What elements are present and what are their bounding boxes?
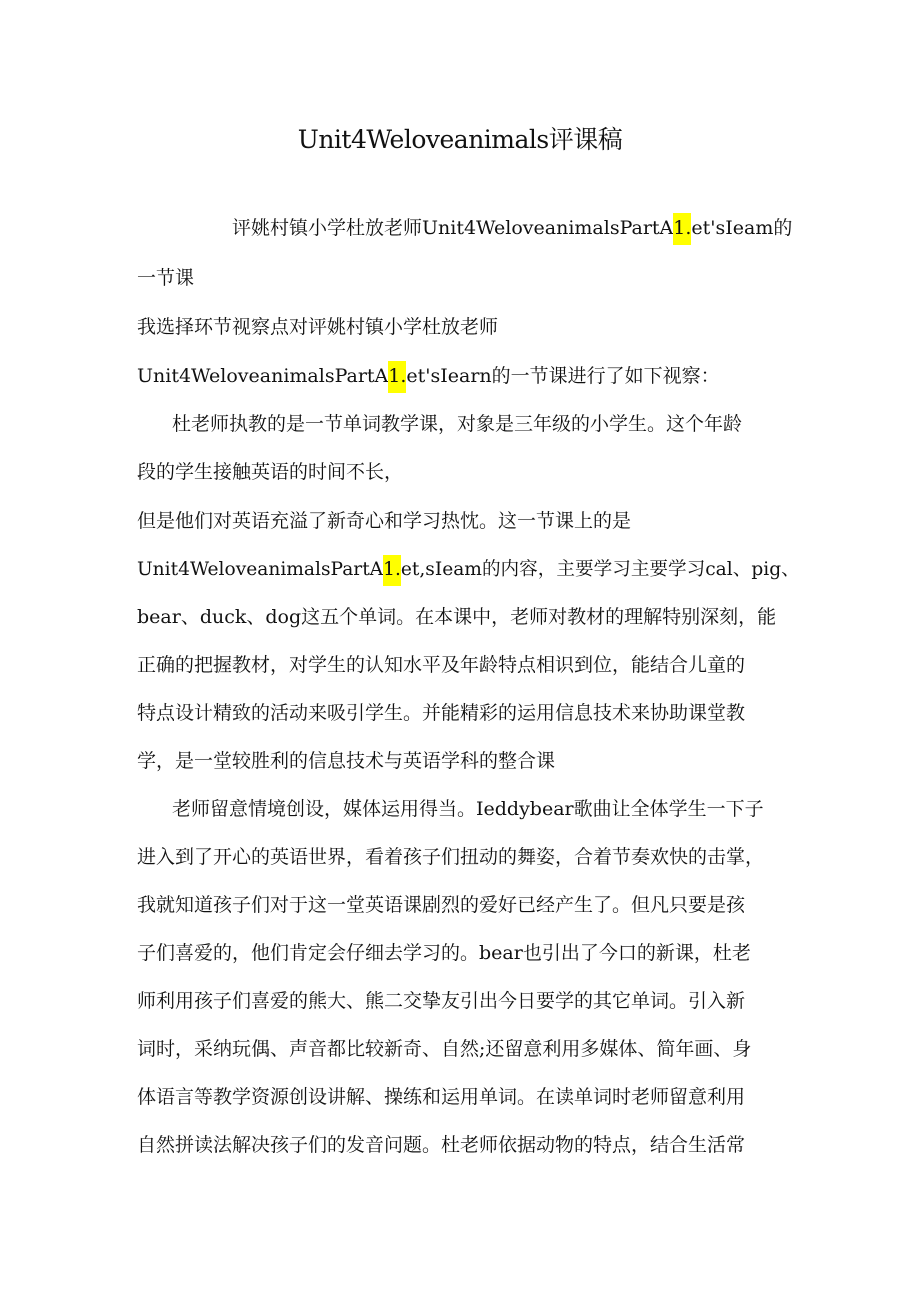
para2-line-6: 词时，采纳玩偶、声音都比较新奇、自然;还留意利用多媒体、简年画、身: [137, 1038, 752, 1060]
para1-text-a: Unit4WeloveanimalsPartA: [137, 559, 384, 580]
intro-line-2: 一节课: [137, 267, 195, 289]
para1-line-1: 杜老师执教的是一节单词教学课，对象是三年级的小学生。这个年龄: [172, 413, 743, 435]
para1-text-b: et,sIeam的内容，主要学习主要学习cal、pig、: [400, 559, 800, 580]
document-title: Unit4Weloveanimals评课稿: [297, 125, 623, 154]
para1-line-2: 段的学生接触英语的时间不长，: [137, 461, 404, 483]
para2-line-5: 师利用孩子们喜爱的熊大、熊二交挚友引出今日要学的其它单词。引入新: [137, 990, 746, 1012]
highlighted-text: 1.: [383, 555, 401, 586]
intro-text-a: 评姚村镇小学杜放老师Unit4WeloveanimalsPartA: [232, 217, 674, 239]
para1-line-5: bear、duck、dog这五个单词。在本课中，老师对教材的理解特别深刻，能: [137, 606, 777, 628]
para2-line-7: 体语言等教学资源创设讲解、操练和运用单词。在读单词时老师留意利用: [137, 1086, 746, 1108]
highlighted-text: 1.: [388, 361, 406, 393]
observe-line-1: 我选择环节视察点对评姚村镇小学杜放老师: [137, 316, 499, 338]
observe-text-a: Unit4WeloveanimalsPartA: [137, 365, 389, 387]
highlighted-text: 1.: [673, 213, 691, 245]
para2-line-8: 自然拼读法解决孩子们的发音问题。杜老师依据动物的特点，结合生活常: [137, 1134, 746, 1156]
observe-line-2: [137, 362, 720, 390]
para1-line-3: 但是他们对英语充溢了新奇心和学习热忱。这一节课上的是: [137, 510, 632, 532]
para2-line-4: 子们喜爱的，他们肯定会仔细去学习的。bear也引出了今口的新课，杜老: [137, 942, 751, 964]
intro-text-b: et'sIeam的: [691, 217, 793, 239]
observe-text-b: et'sIearn的一节课进行了如下视察：: [406, 365, 720, 387]
para1-line-4: [137, 556, 800, 584]
para1-line-8: 学，是一堂较胜利的信息技术与英语学科的整合课: [137, 750, 556, 772]
para1-line-7: 特点设计精致的活动来吸引学生。并能精彩的运用信息技术来协助课堂教: [137, 702, 746, 724]
para2-line-3: 我就知道孩子们对于这一堂英语课剧烈的爱好已经产生了。但凡只要是孩: [137, 894, 746, 916]
para2-line-2: 进入到了开心的英语世界，看着孩子们扭动的舞姿，合着节奏欢快的击掌，: [137, 846, 765, 868]
intro-line-1: [232, 214, 792, 242]
para1-line-6: 正确的把握教材，对学生的认知水平及年龄特点相识到位，能结合儿童的: [137, 654, 746, 676]
para2-line-1: 老师留意情境创设，媒体运用得当。Ieddybear歌曲让全体学生一下子: [172, 798, 764, 820]
